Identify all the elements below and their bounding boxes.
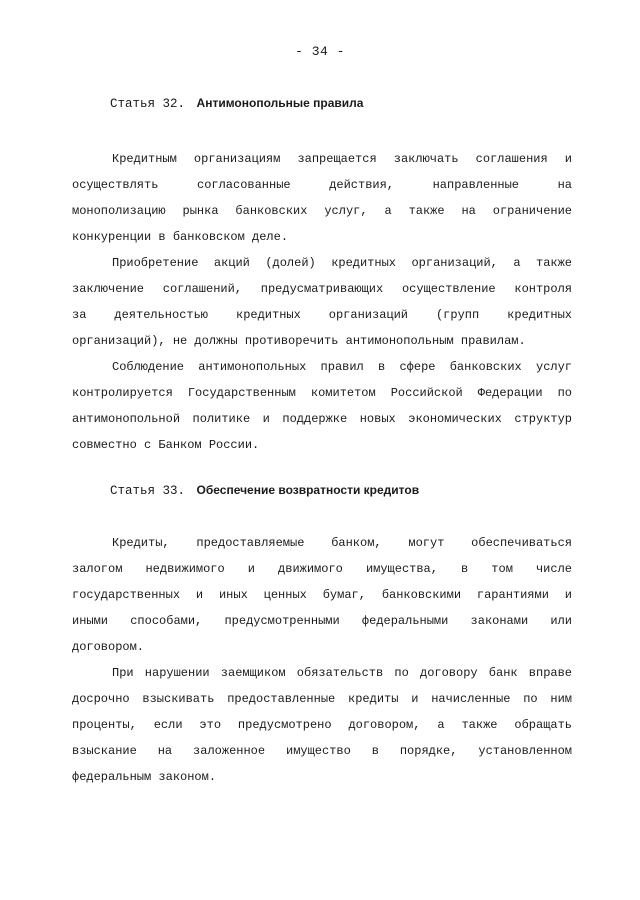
text-line: При нарушении заемщиком обязательств по договору банк вправе [112,666,572,680]
text-line: антимонопольной политике и поддержке новых экономических структур [72,412,572,426]
text-line: конкуренции в банковском деле. [72,230,289,244]
article-32-title: Антимонопольные правила [196,96,364,110]
text-line: государственных и иных ценных бумаг, банковскими гарантиями и [72,588,572,602]
text-line: монополизацию рынка банковских услуг, а также на ограничение [72,204,572,218]
article-32-heading [110,96,363,111]
article-32-body [72,146,572,458]
article-33-body [72,530,572,790]
text-line: совместно с Банком России. [72,438,260,452]
text-line: залогом недвижимого и движимого имущества, в том числе [72,562,572,576]
text-line: проценты, если это предусмотрено договором, а также обращать [72,718,572,732]
text-line: взыскание на заложенное имущество в порядке, установленном [72,744,572,758]
article-33-number: Статья 33. [110,484,186,498]
text-line: Кредитным организациям запрещается заключать соглашения и [112,152,572,166]
text-line: контролируется Государственным комитетом Российской Федерации по [72,386,572,400]
text-line: Кредиты, предоставляемые банком, могут обеспечиваться [112,536,572,550]
text-line: за деятельностью кредитных организаций (групп кредитных [72,308,572,322]
text-line: иными способами, предусмотренными федеральными законами или [72,614,572,628]
text-line: федеральным законом. [72,770,217,784]
text-line: Соблюдение антимонопольных правил в сфере банковских услуг [112,360,572,374]
article-33-heading [110,483,419,498]
text-line: заключение соглашений, предусматривающих осуществление контроля [72,282,572,296]
article-32-number: Статья 32. [110,97,186,111]
text-line: досрочно взыскивать предоставленные кредиты и начисленные по ним [72,692,572,706]
page-number: - 34 - [295,44,345,59]
article-33-title: Обеспечение возвратности кредитов [196,483,420,497]
text-line: Приобретение акций (долей) кредитных организаций, а также [112,256,572,270]
text-line: осуществлять согласованные действия, направленные на [72,178,572,192]
text-line: договором. [72,640,145,654]
text-line: организаций), не должны противоречить антимонопольным правилам. [72,334,526,348]
